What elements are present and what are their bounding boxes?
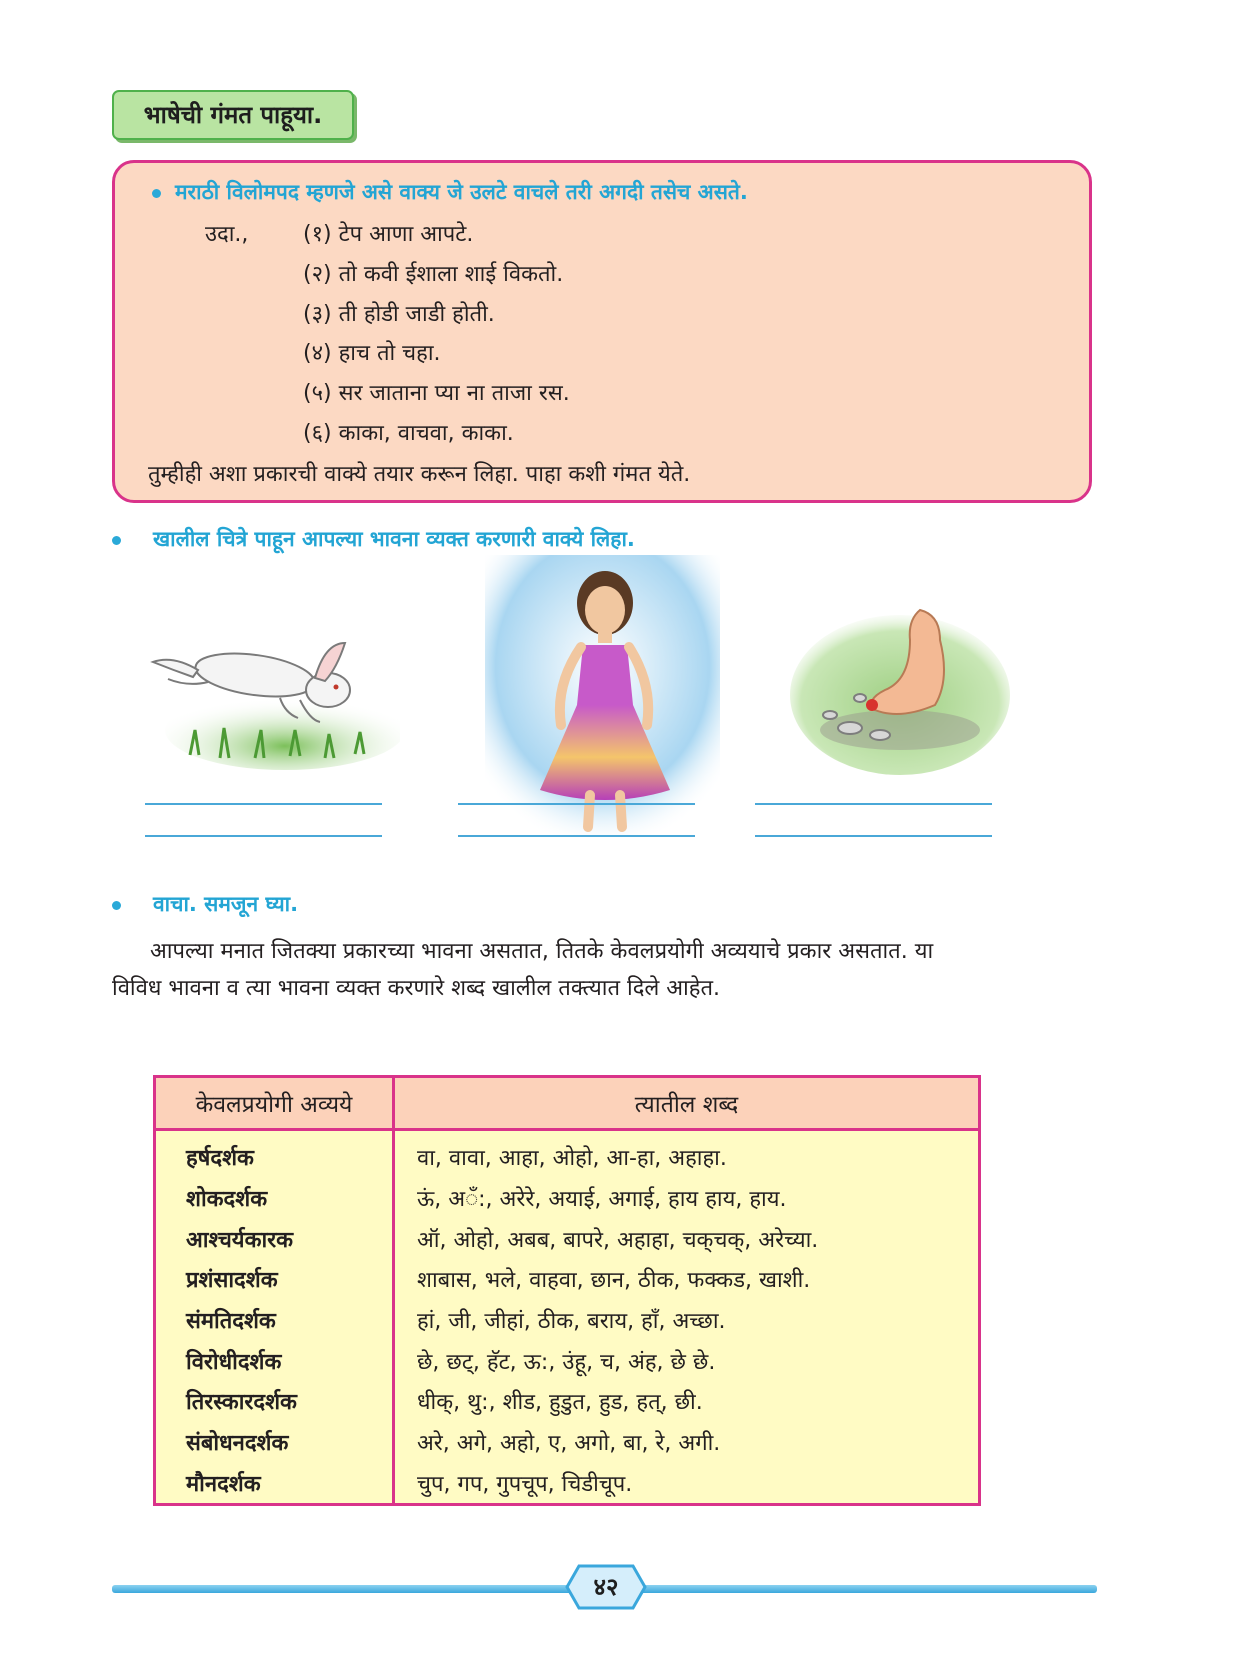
answer-line[interactable] bbox=[458, 835, 695, 837]
palindrome-closing: तुम्हीही अशा प्रकारची वाक्ये तयार करून लिहा. पाहा कशी गंमत येते. bbox=[148, 462, 691, 487]
example-item: (२) तो कवी ईशाला शाई विकतो. bbox=[303, 262, 564, 287]
interjection-words: अरे, अगे, अहो, ए, अगो, बा, रे, अगी. bbox=[417, 1430, 721, 1456]
interjection-type: संमतिदर्शक bbox=[155, 1300, 394, 1341]
section-heading: भाषेची गंमत पाहूया. bbox=[112, 90, 354, 140]
hurt-foot-illustration bbox=[790, 600, 1010, 775]
interjection-type: विरोधीदर्शक bbox=[155, 1340, 394, 1381]
read-task: वाचा. समजून घ्या. bbox=[153, 892, 299, 916]
interjection-words: हां, जी, जीहां, ठीक, बराय, हाँ, अच्छा. bbox=[417, 1309, 726, 1334]
interjection-words: वा, वावा, आहा, ओहो, आ-हा, अहाहा. bbox=[417, 1146, 727, 1172]
interjection-type: प्रशंसादर्शक bbox=[155, 1259, 394, 1300]
interjection-words: ऊं, अॅं:, अरेरे, अयाई, अगाई, हाय हाय, हाय. bbox=[417, 1187, 787, 1213]
answer-line[interactable] bbox=[458, 803, 695, 805]
paragraph-line: विविध भावना व त्या भावना व्यक्त करणारे शब्द खालील तक्त्यात दिले आहेत. bbox=[112, 976, 721, 1001]
table-header: त्यातील शब्द bbox=[394, 1077, 980, 1130]
page-number: ४२ bbox=[593, 1573, 619, 1601]
interjection-type: संबोधनदर्शक bbox=[155, 1422, 394, 1463]
interjection-type: तिरस्कारदर्शक bbox=[155, 1381, 394, 1422]
bullet-icon bbox=[112, 536, 121, 545]
girl-illustration bbox=[485, 555, 720, 835]
example-item: (३) ती होडी जाडी होती. bbox=[303, 302, 495, 327]
example-item: (४) हाच तो चहा. bbox=[303, 341, 441, 366]
example-label: उदा., bbox=[205, 222, 249, 247]
table-header: केवलप्रयोगी अव्यये bbox=[155, 1077, 394, 1130]
table-row bbox=[155, 1422, 980, 1463]
example-item: (६) काका, वाचवा, काका. bbox=[303, 421, 514, 446]
palindrome-intro-line bbox=[152, 178, 748, 206]
palindrome-box bbox=[112, 160, 1092, 503]
interjection-type: शोकदर्शक bbox=[155, 1178, 394, 1219]
interjection-type: हर्षदर्शक bbox=[155, 1130, 394, 1178]
interjection-type: मौनदर्शक bbox=[155, 1462, 394, 1504]
example-item: (१) टेप आणा आपटे. bbox=[303, 222, 474, 247]
interjection-words: छे, छट्, हॅट, ऊ:, उंहू, च, अंह, छे छे. bbox=[417, 1349, 716, 1375]
palindrome-intro: मराठी विलोमपद म्हणजे असे वाक्य जे उलटे वाचले तरी अगदी तसेच असते. bbox=[175, 180, 748, 204]
interjection-words: शाबास, भले, वाहवा, छान, ठीक, फक्कड, खाशी. bbox=[417, 1268, 811, 1294]
read-task-line bbox=[112, 890, 298, 918]
answer-line[interactable] bbox=[755, 803, 992, 805]
table-row bbox=[155, 1340, 980, 1381]
interjection-words: ऑ, ओहो, अबब, बापरे, अहाहा, चक्‌चक्‌, अरेच्या. bbox=[417, 1227, 819, 1253]
table-row bbox=[155, 1178, 980, 1219]
table-row bbox=[155, 1300, 980, 1341]
example-item: (५) सर जाताना प्या ना ताजा रस. bbox=[303, 381, 570, 406]
interjection-table bbox=[153, 1075, 981, 1506]
answer-line[interactable] bbox=[145, 835, 382, 837]
interjection-words: चुप, गप, गुपचूप, चिडीचूप. bbox=[417, 1471, 633, 1497]
table-row bbox=[155, 1259, 980, 1300]
answer-line[interactable] bbox=[145, 803, 382, 805]
rabbit-illustration bbox=[150, 620, 400, 770]
answer-line[interactable] bbox=[755, 835, 992, 837]
table-row bbox=[155, 1381, 980, 1422]
table-row bbox=[155, 1130, 980, 1178]
picture-task-line bbox=[112, 525, 635, 553]
interjection-words: धीक्, थु:, शीड, हुडुत, हुड, हत्, छी. bbox=[417, 1390, 703, 1416]
bullet-icon bbox=[152, 189, 161, 198]
table-row bbox=[155, 1462, 980, 1504]
picture-task: खालील चित्रे पाहून आपल्या भावना व्यक्त करणारी वाक्ये लिहा. bbox=[153, 527, 635, 551]
bullet-icon bbox=[112, 901, 121, 910]
paragraph-line: आपल्या मनात जितक्या प्रकारच्या भावना असतात, तितके केवलप्रयोगी अव्ययाचे प्रकार असतात. या bbox=[150, 939, 934, 964]
interjection-type: आश्चर्यकारक bbox=[155, 1218, 394, 1259]
table-row bbox=[155, 1218, 980, 1259]
